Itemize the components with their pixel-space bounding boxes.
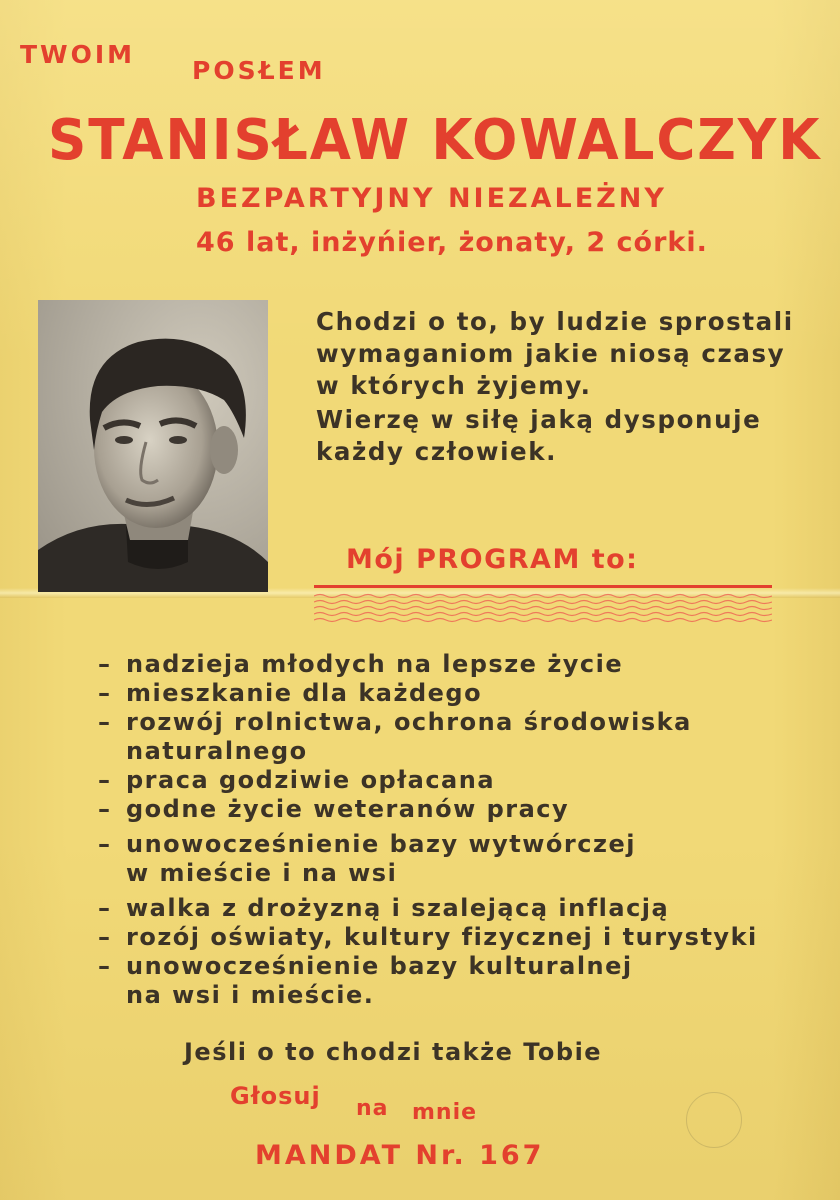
dash-bullet: – [98, 679, 112, 707]
program-heading: Mój PROGRAM to: [346, 544, 639, 575]
faint-stamp-mark [686, 1092, 742, 1148]
list-item-text: rozój oświaty, kultury fizycznej i turystyki [126, 923, 758, 951]
quote-paragraph-1 [316, 306, 794, 402]
vote-word-1: Głosuj [230, 1082, 321, 1110]
program-list [98, 650, 758, 1010]
vote-word-3: mnie [412, 1100, 478, 1125]
quote-line: w których żyjemy. [316, 371, 592, 400]
list-item [98, 923, 758, 952]
closing-slogan: Jeśli o to chodzi także Tobie [184, 1038, 603, 1066]
decorative-wave-lines [314, 592, 772, 626]
list-item [98, 650, 758, 679]
dash-bullet: – [98, 766, 112, 794]
quote-line: Wierzę w siłę jaką dysponuje [316, 405, 762, 434]
list-item-text: walka z drożyzną i szalejącą inflacją [126, 894, 670, 922]
list-item [98, 952, 758, 1010]
header-poslem: POSŁEM [192, 56, 326, 85]
list-item [98, 679, 758, 708]
list-item-text: unowocześnienie bazy wytwórczej [126, 830, 636, 858]
candidate-details: 46 lat, inżyńier, żonaty, 2 córki. [196, 227, 708, 258]
dash-bullet: – [98, 923, 112, 951]
list-item [98, 708, 758, 766]
list-item [98, 830, 758, 888]
quote-line: każdy człowiek. [316, 437, 558, 466]
header-twoim: TWOIM [20, 40, 136, 69]
dash-bullet: – [98, 830, 112, 858]
list-item-text-cont: w mieście i na wsi [126, 859, 398, 887]
mandate-number: MANDAT Nr. 167 [255, 1140, 545, 1171]
quote-line: wymaganiom jakie niosą czasy [316, 339, 786, 368]
list-item [98, 795, 758, 824]
quote-paragraph-2 [316, 404, 761, 468]
list-item [98, 894, 758, 923]
quote-line: Chodzi o to, by ludzie sprostali [316, 307, 794, 336]
list-item-text-cont: naturalnego [126, 737, 308, 765]
list-item [98, 766, 758, 795]
dash-bullet: – [98, 952, 112, 980]
list-item-text: godne życie weteranów pracy [126, 795, 570, 823]
list-item-text: nadzieja młodych na lepsze życie [126, 650, 624, 678]
dash-bullet: – [98, 894, 112, 922]
vote-word-2: na [356, 1096, 389, 1121]
list-item-text: unowocześnienie bazy kulturalnej [126, 952, 633, 980]
list-item-text-cont: na wsi i mieście. [126, 981, 375, 1009]
dash-bullet: – [98, 650, 112, 678]
dash-bullet: – [98, 708, 112, 736]
list-item-text: mieszkanie dla każdego [126, 679, 483, 707]
dash-bullet: – [98, 795, 112, 823]
candidate-name: STANISŁAW KOWALCZYK [48, 108, 822, 173]
candidate-affiliation: BEZPARTYJNY NIEZALEŻNY [196, 183, 667, 214]
candidate-photo [38, 300, 268, 592]
list-item-text: praca godziwie opłacana [126, 766, 496, 794]
list-item-text: rozwój rolnictwa, ochrona środowiska [126, 708, 692, 736]
program-underline [314, 585, 772, 588]
